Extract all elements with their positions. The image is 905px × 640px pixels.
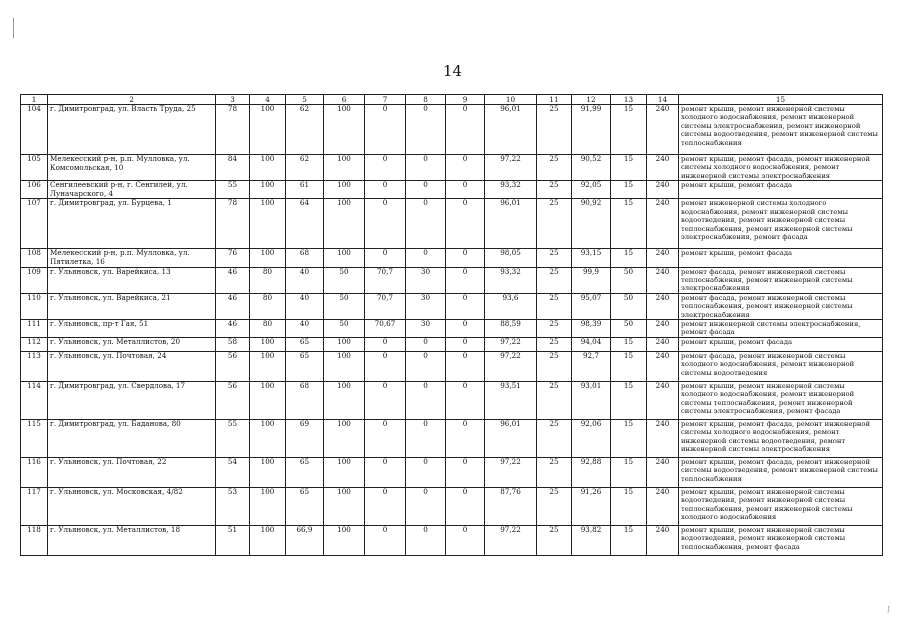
cell-c6: 100 bbox=[324, 338, 365, 352]
cell-c8: 30 bbox=[406, 293, 446, 319]
table-row bbox=[21, 320, 883, 338]
cell-repair-works: ремонт крыши, ремонт инженерной системы водоотведения, ремонт инженерной системы теплоснабжения, ремонт фасада bbox=[679, 526, 883, 556]
cell-c5: 64 bbox=[286, 199, 324, 249]
cell-c11: 25 bbox=[537, 458, 572, 488]
cell-repair-works: ремонт крыши, ремонт фасада bbox=[679, 249, 883, 267]
column-number: 5 bbox=[286, 95, 324, 105]
column-number: 2 bbox=[48, 95, 216, 105]
cell-c12: 92,05 bbox=[572, 181, 611, 199]
table-row bbox=[21, 105, 883, 155]
cell-c4: 100 bbox=[250, 352, 286, 382]
cell-c8: 30 bbox=[406, 320, 446, 338]
cell-c10: 93,51 bbox=[485, 382, 537, 420]
cell-repair-works: ремонт крыши, ремонт инженерной системы холодного водоснабжения, ремонт инженерной системы теплоснабжения, ремонт инженерной системы электроснабжения, ремонт фасада bbox=[679, 382, 883, 420]
cell-c14: 240 bbox=[647, 352, 679, 382]
cell-c7: 0 bbox=[365, 352, 406, 382]
cell-c12: 93,15 bbox=[572, 249, 611, 267]
cell-row-number: 106 bbox=[21, 181, 48, 199]
cell-row-number: 111 bbox=[21, 320, 48, 338]
cell-c5: 40 bbox=[286, 320, 324, 338]
cell-c4: 100 bbox=[250, 181, 286, 199]
cell-c7: 70,67 bbox=[365, 320, 406, 338]
cell-c11: 25 bbox=[537, 320, 572, 338]
cell-address: г. Димитровград, ул. Свердлова, 17 bbox=[48, 382, 216, 420]
cell-repair-works: ремонт крыши, ремонт фасада, ремонт инженерной системы холодного водоснабжения, ремонт инженерной системы водоотведения, ремонт инженерной системы электроснабжения bbox=[679, 420, 883, 458]
cell-c4: 80 bbox=[250, 320, 286, 338]
cell-c14: 240 bbox=[647, 181, 679, 199]
cell-c13: 50 bbox=[611, 293, 647, 319]
cell-row-number: 108 bbox=[21, 249, 48, 267]
cell-c11: 25 bbox=[537, 338, 572, 352]
cell-c3: 46 bbox=[216, 293, 250, 319]
cell-c9: 0 bbox=[446, 320, 485, 338]
cell-c12: 91,26 bbox=[572, 488, 611, 526]
cell-c11: 25 bbox=[537, 382, 572, 420]
cell-row-number: 114 bbox=[21, 382, 48, 420]
cell-c6: 100 bbox=[324, 155, 365, 181]
cell-repair-works: ремонт фасада, ремонт инженерной системы холодного водоснабжения, ремонт инженерной системы водоотведения bbox=[679, 352, 883, 382]
column-number: 10 bbox=[485, 95, 537, 105]
cell-c13: 15 bbox=[611, 420, 647, 458]
cell-c3: 78 bbox=[216, 105, 250, 155]
cell-c6: 100 bbox=[324, 249, 365, 267]
cell-c3: 53 bbox=[216, 488, 250, 526]
cell-c3: 55 bbox=[216, 420, 250, 458]
cell-c7: 0 bbox=[365, 249, 406, 267]
cell-row-number: 107 bbox=[21, 199, 48, 249]
column-number: 1 bbox=[21, 95, 48, 105]
column-number: 6 bbox=[324, 95, 365, 105]
cell-c4: 100 bbox=[250, 249, 286, 267]
cell-row-number: 105 bbox=[21, 155, 48, 181]
cell-c6: 100 bbox=[324, 181, 365, 199]
cell-c10: 96,01 bbox=[485, 420, 537, 458]
cell-c10: 97,22 bbox=[485, 338, 537, 352]
cell-c8: 0 bbox=[406, 382, 446, 420]
cell-c4: 100 bbox=[250, 488, 286, 526]
cell-c9: 0 bbox=[446, 420, 485, 458]
cell-repair-works: ремонт фасада, ремонт инженерной системы теплоснабжения, ремонт инженерной системы электроснабжения bbox=[679, 267, 883, 293]
cell-c13: 15 bbox=[611, 199, 647, 249]
cell-c8: 0 bbox=[406, 199, 446, 249]
cell-address: г. Ульяновск, ул. Почтовая, 24 bbox=[48, 352, 216, 382]
cell-c13: 15 bbox=[611, 181, 647, 199]
cell-c8: 0 bbox=[406, 420, 446, 458]
cell-c9: 0 bbox=[446, 181, 485, 199]
cell-c4: 100 bbox=[250, 526, 286, 556]
cell-c11: 25 bbox=[537, 352, 572, 382]
cell-c13: 15 bbox=[611, 105, 647, 155]
cell-repair-works: ремонт инженерной системы холодного водоснабжения, ремонт инженерной системы водоотведения, ремонт инженерной системы теплоснабжения, ремонт инженерной системы электроснабжения, ремонт фасада bbox=[679, 199, 883, 249]
column-number: 14 bbox=[647, 95, 679, 105]
cell-c3: 54 bbox=[216, 458, 250, 488]
table-row bbox=[21, 458, 883, 488]
cell-c7: 0 bbox=[365, 199, 406, 249]
cell-c8: 0 bbox=[406, 488, 446, 526]
cell-c4: 100 bbox=[250, 155, 286, 181]
cell-c9: 0 bbox=[446, 352, 485, 382]
cell-c5: 62 bbox=[286, 105, 324, 155]
cell-repair-works: ремонт крыши, ремонт фасада, ремонт инженерной системы холодного водоснабжения, ремонт инженерной системы электроснабжения bbox=[679, 155, 883, 181]
cell-repair-works: ремонт крыши, ремонт фасада bbox=[679, 338, 883, 352]
table-row bbox=[21, 293, 883, 319]
cell-address: г. Ульяновск, пр-т Гая, 51 bbox=[48, 320, 216, 338]
column-number: 11 bbox=[537, 95, 572, 105]
cell-c9: 0 bbox=[446, 526, 485, 556]
cell-c13: 15 bbox=[611, 458, 647, 488]
cell-c8: 0 bbox=[406, 458, 446, 488]
cell-c8: 0 bbox=[406, 338, 446, 352]
cell-c3: 46 bbox=[216, 267, 250, 293]
cell-address: г. Ульяновск, ул. Металлистов, 20 bbox=[48, 338, 216, 352]
cell-c9: 0 bbox=[446, 338, 485, 352]
cell-c10: 87,76 bbox=[485, 488, 537, 526]
cell-c10: 93,32 bbox=[485, 181, 537, 199]
cell-c10: 97,22 bbox=[485, 155, 537, 181]
cell-address: г. Ульяновск, ул. Варейкиса, 13 bbox=[48, 267, 216, 293]
cell-c12: 99,9 bbox=[572, 267, 611, 293]
cell-row-number: 117 bbox=[21, 488, 48, 526]
cell-row-number: 112 bbox=[21, 338, 48, 352]
cell-c9: 0 bbox=[446, 458, 485, 488]
column-number: 4 bbox=[250, 95, 286, 105]
cell-c7: 0 bbox=[365, 458, 406, 488]
cell-c4: 100 bbox=[250, 338, 286, 352]
scan-artifact: ʃ bbox=[888, 606, 890, 613]
cell-c14: 240 bbox=[647, 105, 679, 155]
cell-c7: 0 bbox=[365, 338, 406, 352]
cell-c5: 61 bbox=[286, 181, 324, 199]
column-number: 15 bbox=[679, 95, 883, 105]
cell-c10: 97,22 bbox=[485, 352, 537, 382]
table-row bbox=[21, 181, 883, 199]
table-row bbox=[21, 382, 883, 420]
cell-c13: 15 bbox=[611, 526, 647, 556]
cell-c12: 95,07 bbox=[572, 293, 611, 319]
cell-c4: 100 bbox=[250, 458, 286, 488]
cell-address: г. Ульяновск, ул. Московская, 4/82 bbox=[48, 488, 216, 526]
cell-c11: 25 bbox=[537, 199, 572, 249]
cell-row-number: 104 bbox=[21, 105, 48, 155]
cell-repair-works: ремонт крыши, ремонт фасада, ремонт инженерной системы водоотведения, ремонт инженерной системы теплоснабжения bbox=[679, 458, 883, 488]
cell-c12: 92,88 bbox=[572, 458, 611, 488]
column-number: 7 bbox=[365, 95, 406, 105]
table-row bbox=[21, 488, 883, 526]
table-row bbox=[21, 249, 883, 267]
cell-c12: 93,01 bbox=[572, 382, 611, 420]
cell-c13: 50 bbox=[611, 320, 647, 338]
page-number: 14 bbox=[442, 62, 463, 80]
cell-c3: 55 bbox=[216, 181, 250, 199]
cell-c13: 15 bbox=[611, 488, 647, 526]
table-row bbox=[21, 155, 883, 181]
cell-c5: 68 bbox=[286, 382, 324, 420]
cell-c12: 92,06 bbox=[572, 420, 611, 458]
cell-repair-works: ремонт крыши, ремонт инженерной системы холодного водоснабжения, ремонт инженерной системы электроснабжения, ремонт инженерной системы водоотведения, ремонт инженерной системы теплоснабжения bbox=[679, 105, 883, 155]
cell-c14: 240 bbox=[647, 420, 679, 458]
cell-row-number: 116 bbox=[21, 458, 48, 488]
cell-row-number: 110 bbox=[21, 293, 48, 319]
cell-address: г. Ульяновск, ул. Почтовая, 22 bbox=[48, 458, 216, 488]
cell-c12: 90,52 bbox=[572, 155, 611, 181]
cell-c11: 25 bbox=[537, 420, 572, 458]
cell-row-number: 113 bbox=[21, 352, 48, 382]
column-number: 9 bbox=[446, 95, 485, 105]
cell-c3: 51 bbox=[216, 526, 250, 556]
cell-repair-works: ремонт фасада, ремонт инженерной системы теплоснабжения, ремонт инженерной системы электроснабжения bbox=[679, 293, 883, 319]
cell-c8: 0 bbox=[406, 155, 446, 181]
cell-c14: 240 bbox=[647, 320, 679, 338]
cell-c8: 30 bbox=[406, 267, 446, 293]
cell-c7: 0 bbox=[365, 526, 406, 556]
cell-c9: 0 bbox=[446, 199, 485, 249]
cell-repair-works: ремонт инженерной системы электроснабжения, ремонт фасада bbox=[679, 320, 883, 338]
cell-c7: 70,7 bbox=[365, 267, 406, 293]
column-number: 12 bbox=[572, 95, 611, 105]
cell-c7: 0 bbox=[365, 488, 406, 526]
cell-address: Мелекесский р-н, р.п. Мулловка, ул. Пятилетка, 16 bbox=[48, 249, 216, 267]
cell-c3: 78 bbox=[216, 199, 250, 249]
table-row bbox=[21, 526, 883, 556]
cell-c4: 100 bbox=[250, 105, 286, 155]
cell-address: г. Димитровград, ул. Власть Труда, 25 bbox=[48, 105, 216, 155]
cell-c13: 15 bbox=[611, 338, 647, 352]
cell-address: Мелекесский р-н, р.п. Мулловка, ул. Комсомольская, 10 bbox=[48, 155, 216, 181]
cell-address: г. Ульяновск, ул. Варейкиса, 21 bbox=[48, 293, 216, 319]
column-number-row bbox=[21, 95, 883, 105]
cell-c6: 100 bbox=[324, 458, 365, 488]
cell-c14: 240 bbox=[647, 382, 679, 420]
cell-c5: 62 bbox=[286, 155, 324, 181]
cell-c14: 240 bbox=[647, 267, 679, 293]
cell-c14: 240 bbox=[647, 526, 679, 556]
cell-c13: 15 bbox=[611, 352, 647, 382]
cell-c14: 240 bbox=[647, 249, 679, 267]
cell-c14: 240 bbox=[647, 458, 679, 488]
cell-row-number: 109 bbox=[21, 267, 48, 293]
cell-c12: 98,39 bbox=[572, 320, 611, 338]
cell-c10: 96,01 bbox=[485, 199, 537, 249]
cell-c9: 0 bbox=[446, 293, 485, 319]
cell-c7: 0 bbox=[365, 105, 406, 155]
cell-c13: 15 bbox=[611, 382, 647, 420]
cell-c11: 25 bbox=[537, 526, 572, 556]
cell-c3: 58 bbox=[216, 338, 250, 352]
cell-c12: 94,04 bbox=[572, 338, 611, 352]
cell-c4: 100 bbox=[250, 382, 286, 420]
cell-c11: 25 bbox=[537, 155, 572, 181]
column-number: 13 bbox=[611, 95, 647, 105]
cell-c4: 100 bbox=[250, 420, 286, 458]
column-number: 8 bbox=[406, 95, 446, 105]
cell-c8: 0 bbox=[406, 352, 446, 382]
cell-c12: 93,82 bbox=[572, 526, 611, 556]
cell-c10: 97,22 bbox=[485, 458, 537, 488]
cell-c10: 96,01 bbox=[485, 105, 537, 155]
cell-c5: 65 bbox=[286, 338, 324, 352]
cell-c13: 15 bbox=[611, 249, 647, 267]
cell-c5: 68 bbox=[286, 249, 324, 267]
table-row bbox=[21, 199, 883, 249]
cell-address: г. Димитровград, ул. Баданова, 80 bbox=[48, 420, 216, 458]
cell-c3: 46 bbox=[216, 320, 250, 338]
cell-c7: 0 bbox=[365, 155, 406, 181]
cell-row-number: 118 bbox=[21, 526, 48, 556]
scan-edge-mark bbox=[13, 18, 14, 38]
cell-c8: 0 bbox=[406, 249, 446, 267]
cell-c4: 80 bbox=[250, 267, 286, 293]
cell-c3: 56 bbox=[216, 352, 250, 382]
cell-address: Сенгилеевский р-н, г. Сенгилей, ул. Луначарского, 4 bbox=[48, 181, 216, 199]
table-row bbox=[21, 267, 883, 293]
cell-c8: 0 bbox=[406, 181, 446, 199]
table-row bbox=[21, 338, 883, 352]
cell-c6: 50 bbox=[324, 267, 365, 293]
cell-c12: 90,92 bbox=[572, 199, 611, 249]
cell-c9: 0 bbox=[446, 382, 485, 420]
cell-c6: 50 bbox=[324, 293, 365, 319]
cell-c10: 93,6 bbox=[485, 293, 537, 319]
cell-c5: 40 bbox=[286, 267, 324, 293]
cell-c10: 93,32 bbox=[485, 267, 537, 293]
cell-c14: 240 bbox=[647, 338, 679, 352]
cell-c6: 100 bbox=[324, 488, 365, 526]
cell-address: г. Димитровград, ул. Бурцева, 1 bbox=[48, 199, 216, 249]
cell-row-number: 115 bbox=[21, 420, 48, 458]
cell-c7: 70,7 bbox=[365, 293, 406, 319]
cell-c11: 25 bbox=[537, 488, 572, 526]
cell-c12: 92,7 bbox=[572, 352, 611, 382]
cell-address: г. Ульяновск, ул. Металлистов, 18 bbox=[48, 526, 216, 556]
cell-c7: 0 bbox=[365, 181, 406, 199]
cell-c8: 0 bbox=[406, 105, 446, 155]
cell-repair-works: ремонт крыши, ремонт инженерной системы водоотведения, ремонт инженерной системы теплоснабжения, ремонт инженерной системы холодного водоснабжения bbox=[679, 488, 883, 526]
cell-c14: 240 bbox=[647, 155, 679, 181]
cell-c5: 65 bbox=[286, 352, 324, 382]
cell-c9: 0 bbox=[446, 267, 485, 293]
cell-c13: 15 bbox=[611, 155, 647, 181]
cell-c4: 80 bbox=[250, 293, 286, 319]
cell-c14: 240 bbox=[647, 199, 679, 249]
cell-c11: 25 bbox=[537, 249, 572, 267]
cell-c8: 0 bbox=[406, 526, 446, 556]
cell-c4: 100 bbox=[250, 199, 286, 249]
cell-c13: 50 bbox=[611, 267, 647, 293]
cell-c9: 0 bbox=[446, 488, 485, 526]
repair-schedule-table bbox=[20, 94, 883, 556]
cell-c6: 100 bbox=[324, 420, 365, 458]
cell-c7: 0 bbox=[365, 420, 406, 458]
cell-c9: 0 bbox=[446, 249, 485, 267]
cell-c6: 100 bbox=[324, 199, 365, 249]
cell-c11: 25 bbox=[537, 293, 572, 319]
cell-c5: 66,9 bbox=[286, 526, 324, 556]
cell-c5: 65 bbox=[286, 458, 324, 488]
cell-c14: 240 bbox=[647, 488, 679, 526]
cell-c5: 69 bbox=[286, 420, 324, 458]
table-row bbox=[21, 420, 883, 458]
cell-c10: 97,22 bbox=[485, 526, 537, 556]
cell-c3: 84 bbox=[216, 155, 250, 181]
cell-c10: 98,05 bbox=[485, 249, 537, 267]
cell-c10: 88,59 bbox=[485, 320, 537, 338]
cell-c6: 50 bbox=[324, 320, 365, 338]
cell-c9: 0 bbox=[446, 155, 485, 181]
cell-c7: 0 bbox=[365, 382, 406, 420]
cell-c6: 100 bbox=[324, 105, 365, 155]
cell-c11: 25 bbox=[537, 181, 572, 199]
cell-c6: 100 bbox=[324, 526, 365, 556]
column-number: 3 bbox=[216, 95, 250, 105]
cell-c11: 25 bbox=[537, 267, 572, 293]
cell-c9: 0 bbox=[446, 105, 485, 155]
cell-c3: 76 bbox=[216, 249, 250, 267]
cell-c6: 100 bbox=[324, 352, 365, 382]
cell-c3: 56 bbox=[216, 382, 250, 420]
cell-c5: 65 bbox=[286, 488, 324, 526]
table-row bbox=[21, 352, 883, 382]
cell-c12: 91,99 bbox=[572, 105, 611, 155]
cell-c11: 25 bbox=[537, 105, 572, 155]
cell-c6: 100 bbox=[324, 382, 365, 420]
cell-c5: 40 bbox=[286, 293, 324, 319]
cell-repair-works: ремонт крыши, ремонт фасада bbox=[679, 181, 883, 199]
cell-c14: 240 bbox=[647, 293, 679, 319]
